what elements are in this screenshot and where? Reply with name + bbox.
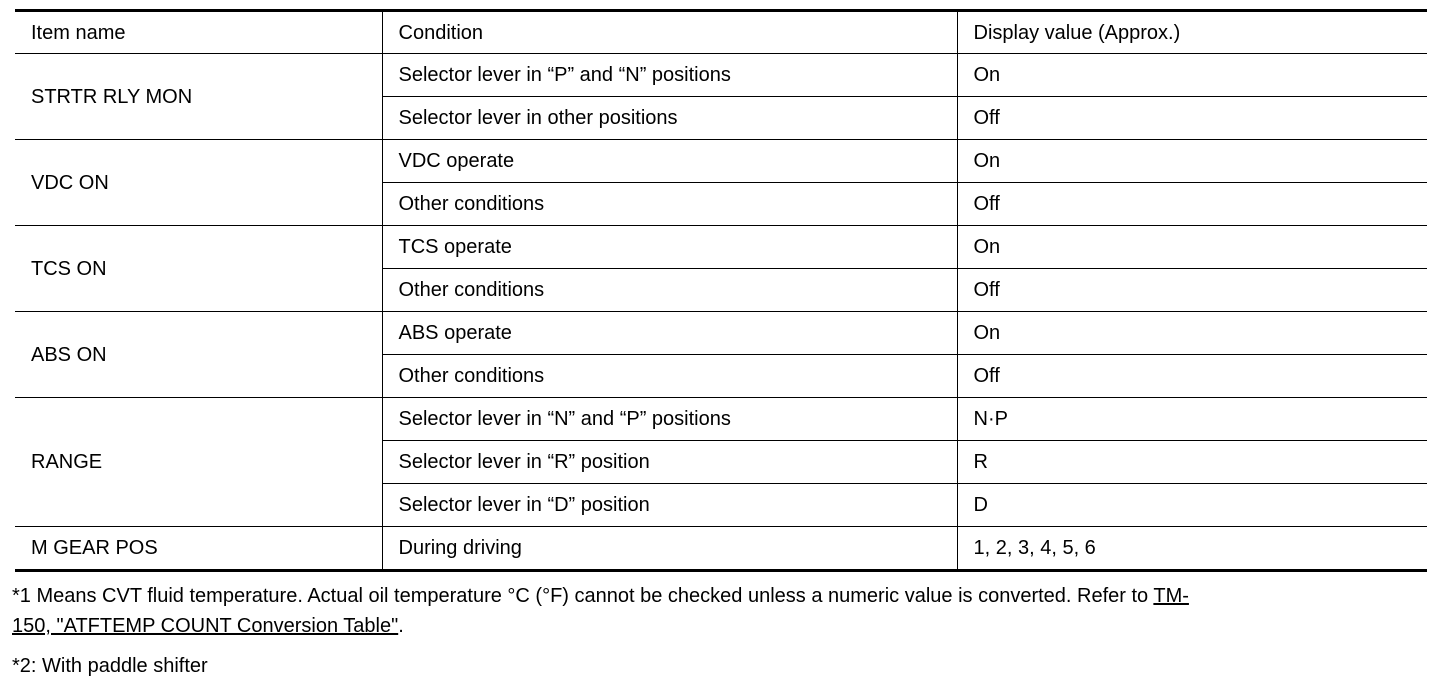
display-value-cell: R [957, 441, 1427, 484]
condition-cell: TCS operate [382, 226, 957, 269]
display-value-cell: D [957, 484, 1427, 527]
condition-cell: Other conditions [382, 355, 957, 398]
condition-cell: Other conditions [382, 269, 957, 312]
condition-cell: Selector lever in “N” and “P” positions [382, 398, 957, 441]
item-name-cell: M GEAR POS [15, 527, 382, 571]
display-value-cell: On [957, 140, 1427, 183]
table-row [15, 527, 1427, 571]
display-value-cell: On [957, 54, 1427, 97]
item-name-cell: VDC ON [15, 140, 382, 226]
display-value-cell: Off [957, 355, 1427, 398]
display-value-cell: Off [957, 269, 1427, 312]
condition-cell: Selector lever in “P” and “N” positions [382, 54, 957, 97]
table-row [15, 312, 1427, 355]
header-condition: Condition [382, 11, 957, 54]
display-value-cell: On [957, 312, 1427, 355]
table-row [15, 226, 1427, 269]
data-monitor-table [15, 9, 1427, 572]
display-value-cell: 1, 2, 3, 4, 5, 6 [957, 527, 1427, 571]
header-item-name: Item name [15, 11, 382, 54]
condition-cell: Selector lever in “D” position [382, 484, 957, 527]
condition-cell: Other conditions [382, 183, 957, 226]
condition-cell: Selector lever in other positions [382, 97, 957, 140]
link-text-part-2: 150, "ATFTEMP COUNT Conversion Table" [12, 615, 399, 637]
display-value-cell: On [957, 226, 1427, 269]
table-row [15, 54, 1427, 97]
condition-cell: ABS operate [382, 312, 957, 355]
item-name-cell: ABS ON [15, 312, 382, 398]
footnote-2: *2: With paddle shifter [12, 655, 208, 677]
link-text-part-1: TM- [1153, 585, 1189, 607]
condition-cell: During driving [382, 527, 957, 571]
condition-cell: Selector lever in “R” position [382, 441, 957, 484]
footnote-1-text: *1 Means CVT fluid temperature. Actual oil temperature °C (°F) cannot be checked unless a numeric value is converted. Refer to [12, 585, 1154, 607]
footnote-1-end: . [398, 615, 404, 637]
table-row [15, 398, 1427, 441]
item-name-cell: STRTR RLY MON [15, 54, 382, 140]
table-row [15, 140, 1427, 183]
table-header-row [15, 11, 1427, 54]
header-display-value: Display value (Approx.) [957, 11, 1427, 54]
item-name-cell: TCS ON [15, 226, 382, 312]
display-value-cell: N·P [957, 398, 1427, 441]
display-value-cell: Off [957, 97, 1427, 140]
condition-cell: VDC operate [382, 140, 957, 183]
footnotes [12, 581, 1432, 681]
footnote-1 [12, 581, 1432, 641]
display-value-cell: Off [957, 183, 1427, 226]
item-name-cell: RANGE [15, 398, 382, 527]
